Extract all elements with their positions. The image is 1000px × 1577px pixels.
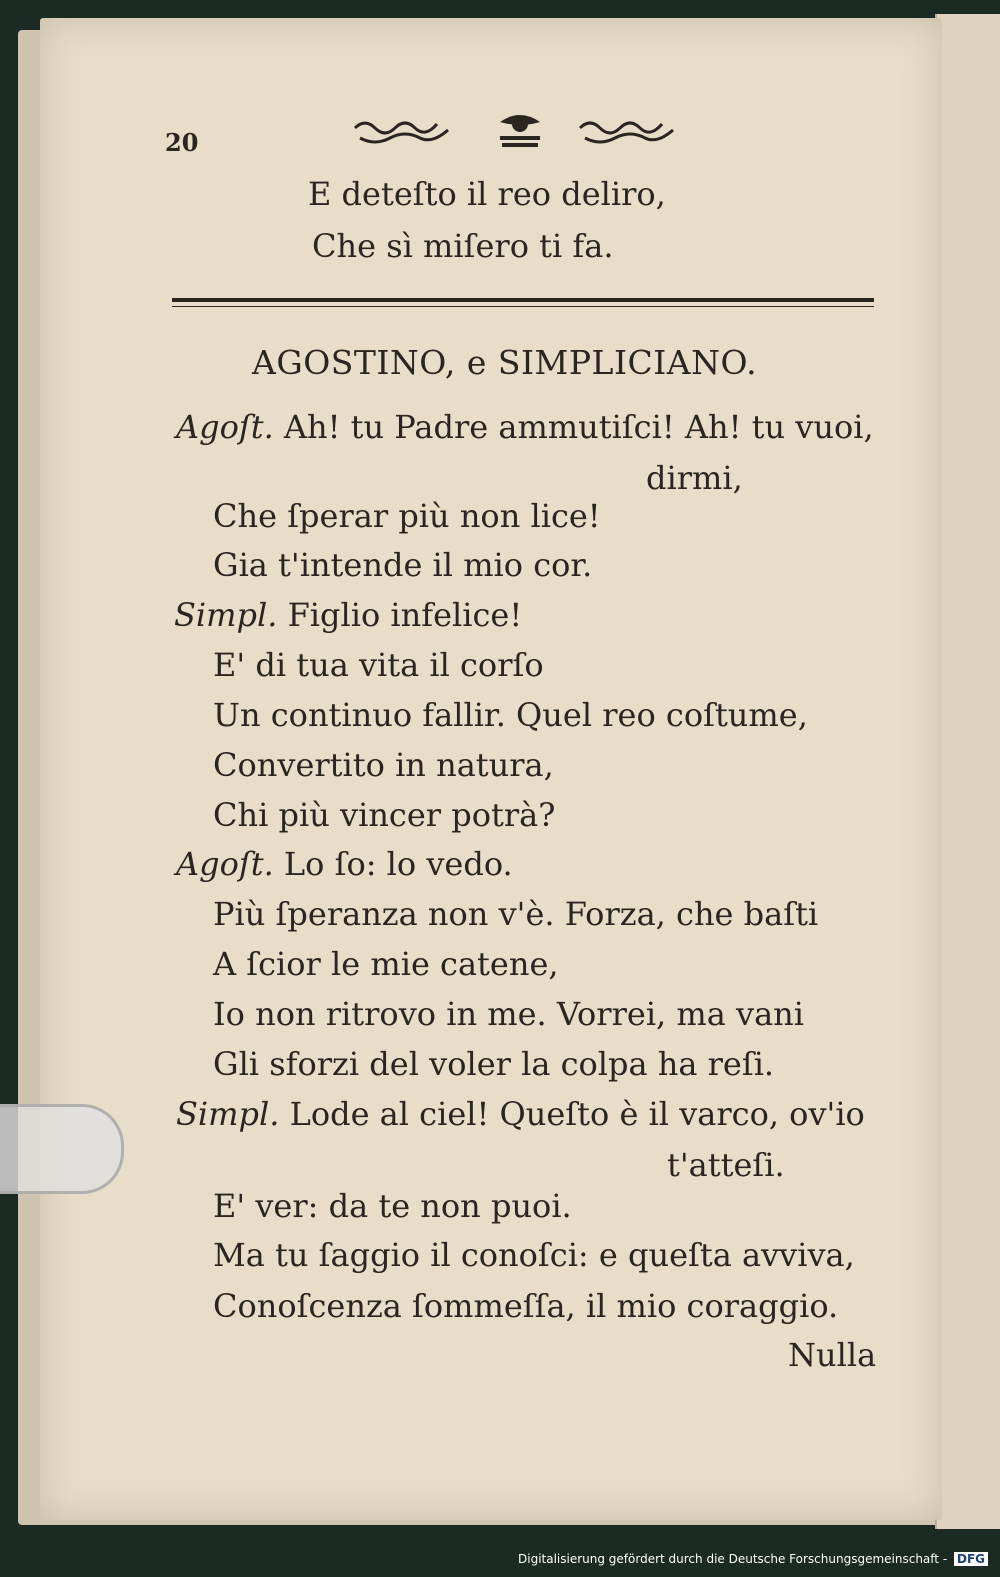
floral-scroll-ornament-icon <box>350 110 690 154</box>
dialogue-line: Ma tu ſaggio il conoſci: e queſta avviva, <box>213 1236 855 1274</box>
dialogue-text: Lo ſo: lo vedo. <box>283 845 513 883</box>
speaker-name: Agoſt. <box>176 408 274 446</box>
speaker-name: Simpl. <box>174 596 278 634</box>
dialogue-line: E' di tua vita il corſo <box>213 646 544 684</box>
dialogue-line <box>176 408 874 446</box>
speaker-name: Simpl. <box>176 1095 280 1133</box>
dialogue-line <box>174 596 523 634</box>
dialogue-line: Chi più vincer potrà? <box>213 796 556 834</box>
dialogue-text: Lode al ciel! Queſto è il varco, ov'io <box>289 1095 865 1133</box>
dialogue-line: Conoſcenza ſommeſſa, il mio coraggio. <box>213 1287 839 1325</box>
dialogue-line <box>176 1095 865 1133</box>
dialogue-text: Figlio infelice! <box>287 596 523 634</box>
speaker-name: Agoſt. <box>176 845 274 883</box>
dialogue-line <box>176 845 513 883</box>
dialogue-line: Gli sforzi del voler la colpa ha reſi. <box>213 1045 775 1083</box>
facing-page-edge <box>935 14 1000 1529</box>
dialogue-line: Che ſperar più non lice! <box>213 497 601 535</box>
dialogue-text: Ah! tu Padre ammutiſci! Ah! tu vuoi, <box>283 408 874 446</box>
dialogue-line: E' ver: da te non puoi. <box>213 1187 572 1225</box>
credit-text: Digitalisierung gefördert durch die Deutsche Forschungsgemeinschaft - <box>518 1552 948 1566</box>
verse-line-2: Che sì miſero ti fa. <box>312 227 614 265</box>
section-rule-thin <box>172 306 874 307</box>
dialogue-line: t'atteſi. <box>667 1146 785 1184</box>
scene-heading: AGOSTINO, e SIMPLICIANO. <box>252 343 758 382</box>
dialogue-line: Un continuo fallir. Quel reo coſtume, <box>213 696 808 734</box>
dialogue-line: Convertito in natura, <box>213 746 554 784</box>
verse-line-1: E deteſto il reo deliro, <box>308 175 666 213</box>
dfg-logo: DFG <box>954 1552 988 1566</box>
digitization-credit <box>518 1552 988 1566</box>
section-rule-thick <box>172 298 874 302</box>
page-number: 20 <box>165 128 199 157</box>
catchword: Nulla <box>788 1336 877 1374</box>
dialogue-line: Gia t'intende il mio cor. <box>213 546 593 584</box>
page-clamp <box>0 1104 124 1194</box>
dialogue-line: Io non ritrovo in me. Vorrei, ma vani <box>213 995 804 1033</box>
dialogue-line: A ſcior le mie catene, <box>213 945 559 983</box>
dialogue-line: dirmi, <box>646 459 743 497</box>
dialogue-line: Più ſperanza non v'è. Forza, che baſti <box>213 895 819 933</box>
